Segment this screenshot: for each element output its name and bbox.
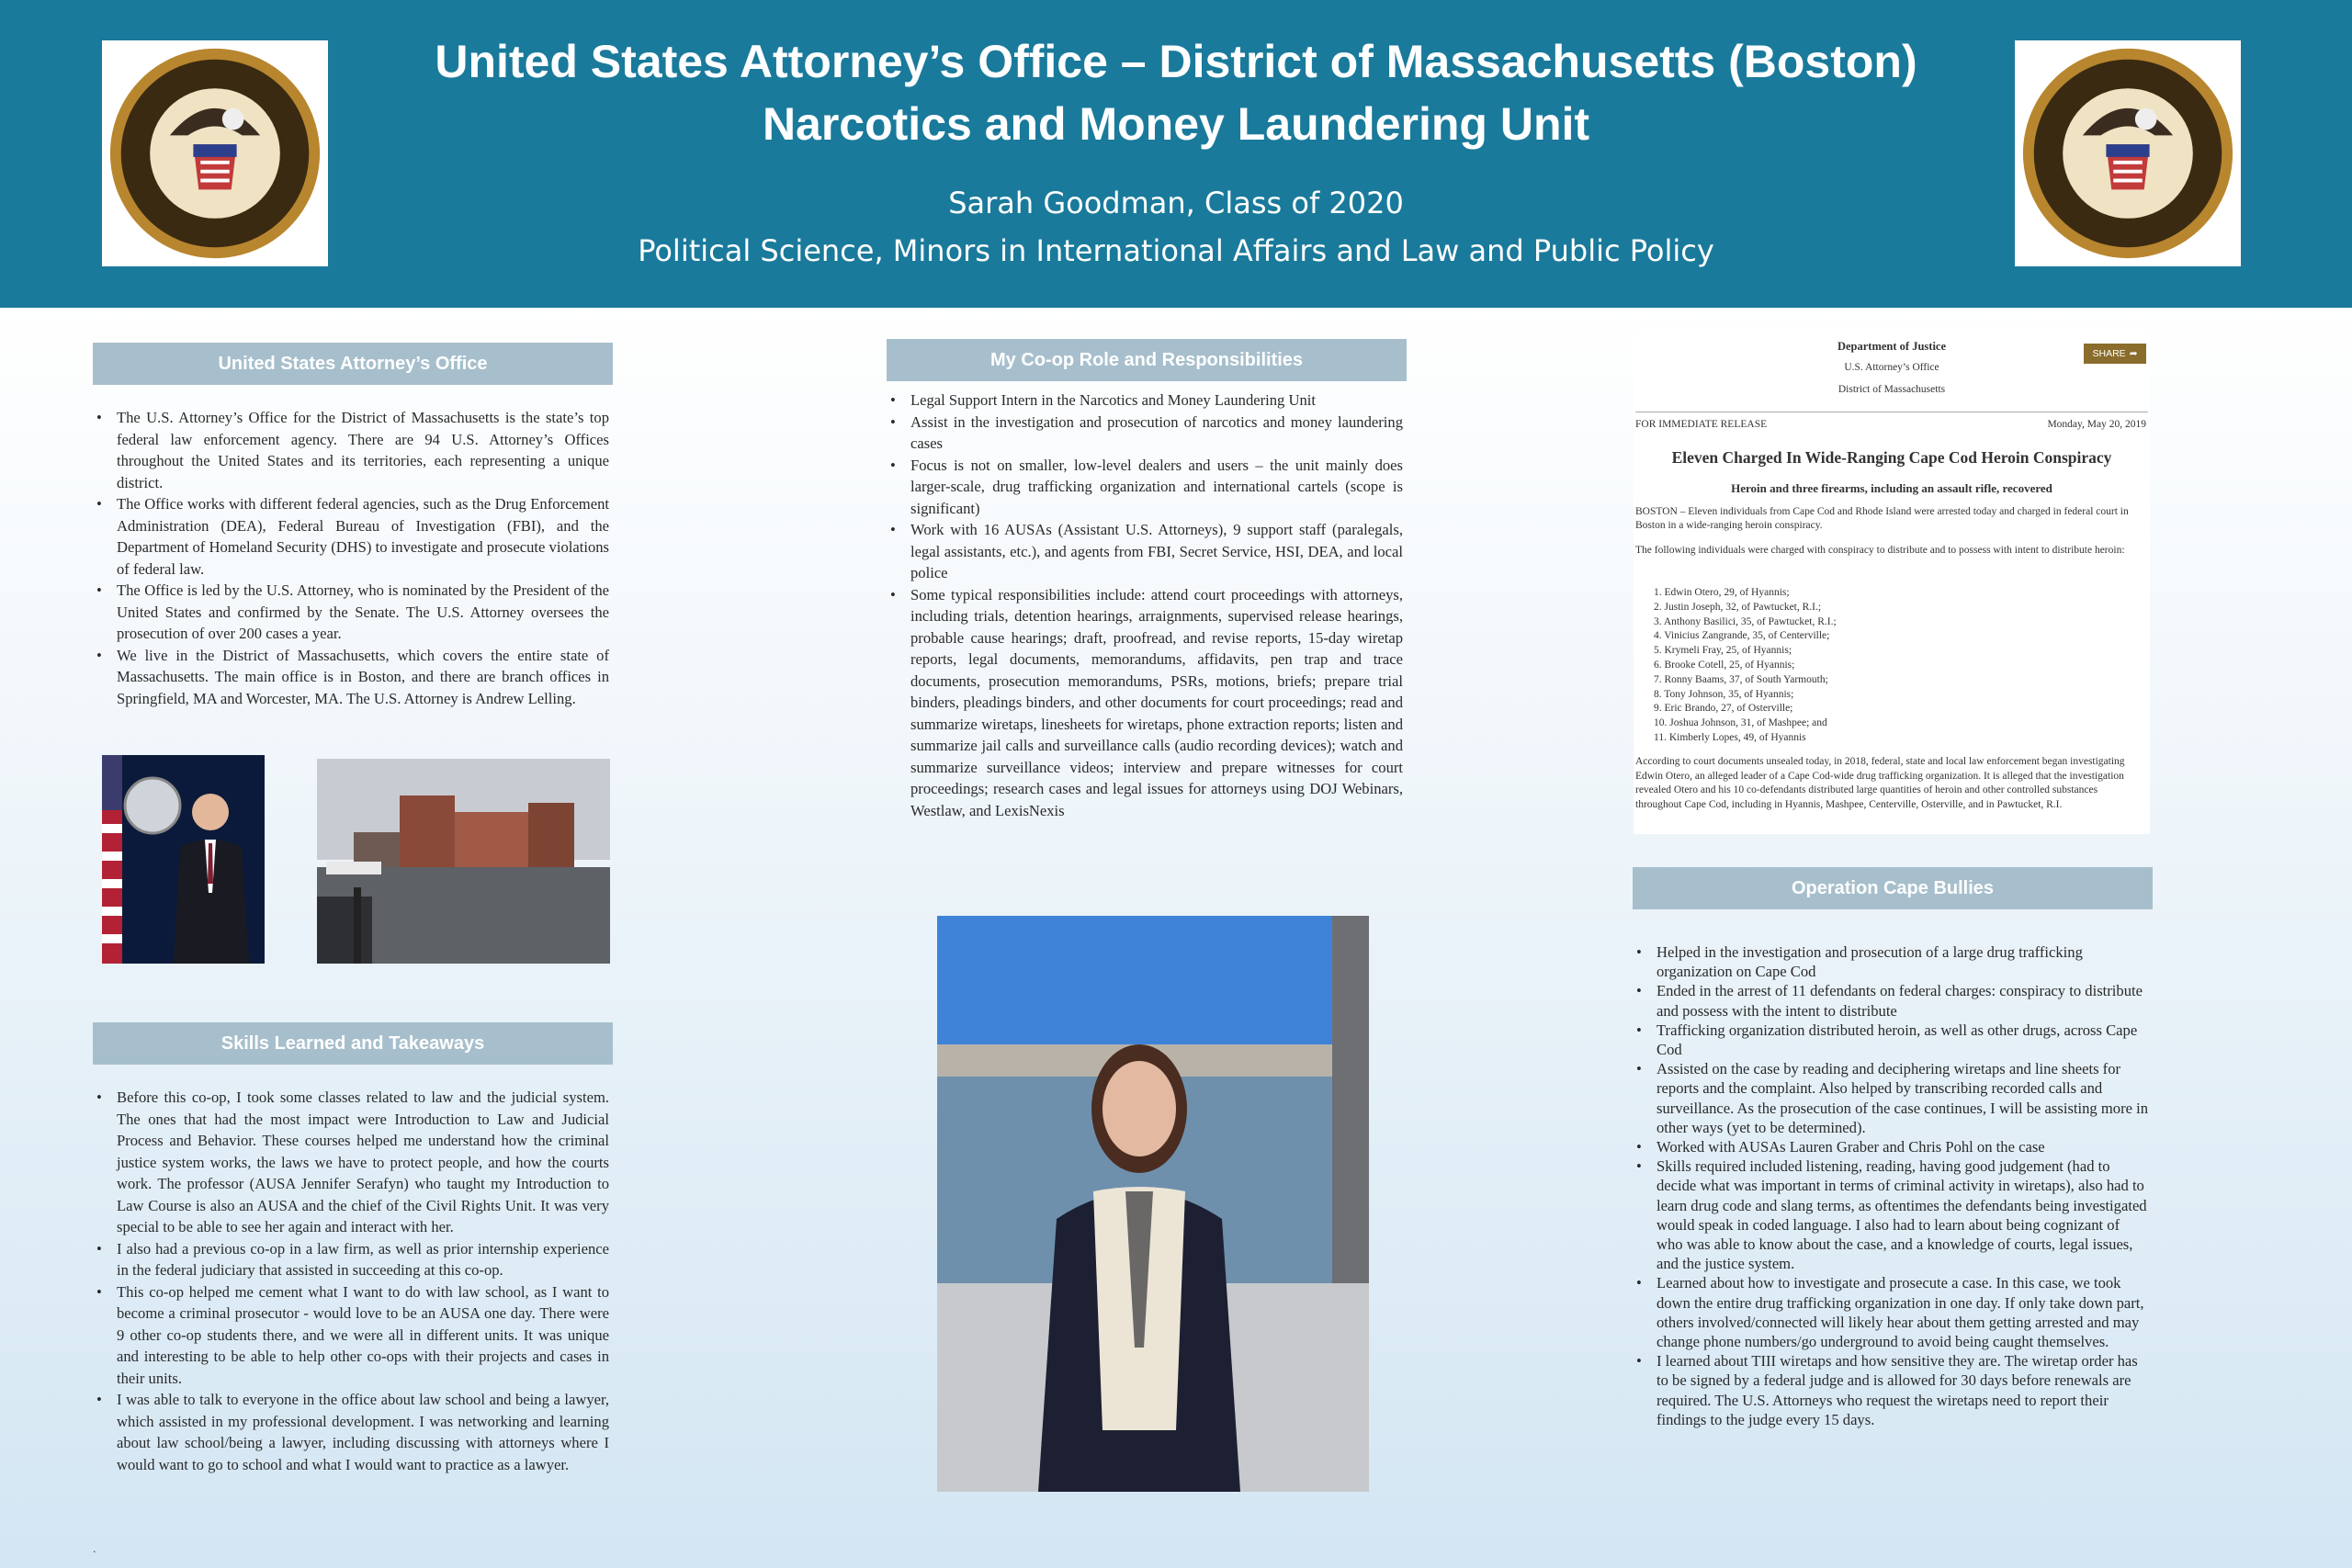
- press-release-label: FOR IMMEDIATE RELEASE: [1635, 419, 1768, 430]
- list-item: • Before this co-op, I took some classes related to law and the judicial system. The ones that had the most impact were Introduction to Law and Judicial Process and Behavior. These courses helped me understand how the criminal justice system works, the laws we have to protect people, and how the courts work. The professor (AUSA Jennifer Serafyn) who taught my Introduction to Law Course is also an AUSA and the chief of the Civil Rights Unit. It was very special to be able to see her again and interact with her.: [93, 1087, 609, 1238]
- list-item: • The Office is led by the U.S. Attorney, who is nominated by the President of the United States and confirmed by the Senate. The U.S. Attorney oversees the prosecution of over 200 cases a year.: [93, 580, 609, 645]
- press-para-1: BOSTON – Eleven individuals from Cape Cod and Rhode Island were arrested today and charged in federal court in Boston in a wide-ranging heroin conspiracy.: [1635, 506, 2129, 531]
- boston-harbor-photo: [317, 759, 610, 964]
- press-headline: Eleven Charged In Wide-Ranging Cape Cod Heroin Conspiracy: [1671, 448, 2112, 467]
- share-arrow-icon: ➦: [2129, 348, 2138, 359]
- press-para-2: The following individuals were charged with conspiracy to distribute and to possess with intent to distribute heroin:: [1635, 545, 2125, 556]
- list-item: • Helped in the investigation and prosecution of a large drug trafficking organization on Cape Cod: [1633, 942, 2149, 981]
- role-heading: My Co-op Role and Responsibilities: [887, 339, 1407, 381]
- seal-icon: [2019, 45, 2236, 262]
- list-item: • Trafficking organization distributed heroin, as well as other drugs, across Cape Cod: [1633, 1021, 2149, 1059]
- us-attorney-photo: [102, 755, 265, 964]
- author-major: Political Science, Minors in International Affairs and Law and Public Policy: [638, 233, 1714, 268]
- list-item: • Ended in the arrest of 11 defendants on federal charges: conspiracy to distribute and possess with the intent to distribute: [1633, 981, 2149, 1020]
- list-item: • Skills required included listening, reading, having good judgement (had to decide what was important in terms of criminal activity in wiretaps), also had to learn drug code and slang terms, as oftentimes the defendants being investigated would speak in coded language. I also had to learn about being cognizant of who was able to know about the case, and a knowledge of courts, legal issues, and the justice system.: [1633, 1156, 2149, 1273]
- list-item: • Learned about how to investigate and prosecute a case. In this case, we took down the entire drug trafficking organization in one day. If only take down part, others involved/connected will likely hear about them getting arrested and may change phone numbers/go underground to avoid being caught themselves.: [1633, 1273, 2149, 1351]
- list-item: • Work with 16 AUSAs (Assistant U.S. Attorneys), 9 support staff (paralegals, legal assistants, etc.), and agents from FBI, Secret Service, HSI, DEA, and local police: [887, 519, 1403, 584]
- list-item: • I was able to talk to everyone in the office about law school and being a lawyer, which assisted in my professional development. I was networking and learning about law school/being a lawyer, including discussing with attorneys where I would want to go to school and what I would want to practice as a lawyer.: [93, 1389, 609, 1475]
- list-item: • Focus is not on smaller, low-level dealers and users – the unit mainly does larger-scale, drug trafficking organization and international cartels (scope is significant): [887, 455, 1403, 520]
- doj-seal-logo-left: [102, 40, 328, 266]
- list-item: 3. Anthony Basilici, 35, of Pawtucket, R.I.;: [1654, 615, 1837, 627]
- list-item: 10. Joshua Johnson, 31, of Mashpee; and: [1654, 717, 1827, 729]
- list-item: 8. Tony Johnson, 35, of Hyannis;: [1654, 688, 1794, 700]
- list-item: • I learned about TIII wiretaps and how sensitive they are. The wiretap order has to be signed by a federal judge and is allowed for 30 days before renewals are required. The U.S. Attorneys who request the wiretaps need to report their findings to the judge every 15 days.: [1633, 1351, 2149, 1429]
- operation-bullet-list: [1633, 942, 2149, 1429]
- poster-subtitle: Narcotics and Money Laundering Unit: [762, 98, 1590, 150]
- press-district: District of Massachusetts: [1838, 384, 1946, 395]
- list-item: 11. Kimberly Lopes, 49, of Hyannis: [1654, 731, 1806, 743]
- list-item: • Worked with AUSAs Lauren Graber and Chris Pohl on the case: [1633, 1137, 2149, 1156]
- seal-icon: [107, 45, 323, 262]
- press-release-image: [1634, 331, 2150, 834]
- list-item: • I also had a previous co-op in a law firm, as well as prior internship experience in the federal judiciary that assisted in succeeding at this co-op.: [93, 1238, 609, 1281]
- list-item: • Assist in the investigation and prosecution of narcotics and money laundering cases: [887, 412, 1403, 455]
- author-name: Sarah Goodman, Class of 2020: [948, 186, 1404, 220]
- list-item: • The Office works with different federal agencies, such as the Drug Enforcement Administration (DEA), Federal Bureau of Investigation (FBI), and the Department of Homeland Security (DHS) to investigate and prosecute violations of federal law.: [93, 493, 609, 580]
- defendant-list: [1654, 586, 2021, 746]
- list-item: 6. Brooke Cotell, 25, of Hyannis;: [1654, 659, 1795, 671]
- usao-heading: United States Attorney’s Office: [93, 343, 613, 385]
- press-subhead: Heroin and three firearms, including an assault rifle, recovered: [1731, 481, 2052, 495]
- list-item: • Assisted on the case by reading and deciphering wiretaps and line sheets for reports and the complaint. Also helped by transcribing recorded calls and surveillance. As the prosecution of the case continues, I will be assisting more in other ways (yet to be determined).: [1633, 1059, 2149, 1137]
- list-item: • Legal Support Intern in the Narcotics and Money Laundering Unit: [887, 389, 1403, 412]
- list-item: • This co-op helped me cement what I want to do with law school, as I want to become a criminal prosecutor - would love to be an AUSA one day. There were 9 other co-op students there, and we were all in different units. It was unique and interesting to be able to help other co-ops with their projects and cases in their units.: [93, 1281, 609, 1390]
- intern-portrait-photo: [937, 916, 1369, 1492]
- list-item: 7. Ronny Baams, 37, of South Yarmouth;: [1654, 673, 1828, 685]
- usao-bullet-list: [93, 407, 609, 709]
- press-org: Department of Justice: [1837, 340, 1947, 353]
- footer-mark: .: [93, 1542, 96, 1556]
- poster-header: [0, 0, 2352, 308]
- press-date: Monday, May 20, 2019: [2047, 419, 2146, 430]
- list-item: 9. Eric Brando, 27, of Osterville;: [1654, 703, 1793, 715]
- list-item: • Some typical responsibilities include: attend court proceedings with attorneys, including trials, detention hearings, arraignments, supervised release hearings, probable cause hearings; draft, proofread, and revise reports, 15-day wiretap reports, legal documents, memorandums, affidavits, pen trap and trace documents, prosecution memorandums, PSRs, motions, briefs; prepare trial binders, pleadings binders, and other documents for court proceedings; read and summarize wiretaps, linesheets for wiretaps, phone extraction reports; listen and summarize jail calls and surveillance calls (audio recording devices); watch and summarize surveillance videos; interview and prepare witnesses for court proceedings; research cases and legal issues for attorneys using DOJ Webinars, Westlaw, and LexisNexis: [887, 584, 1403, 822]
- share-button[interactable]: [2084, 344, 2146, 364]
- list-item: • The U.S. Attorney’s Office for the District of Massachusetts is the state’s top federal law enforcement agency. There are 94 U.S. Attorney’s Offices throughout the United States and its territories, each representing a unique district.: [93, 407, 609, 493]
- skills-bullet-list: [93, 1087, 609, 1475]
- list-item: • We live in the District of Massachusetts, which covers the entire state of Massachusetts. The main office is in Boston, and there are branch offices in Springfield, MA and Worcester, MA. The U.S. Attorney is Andrew Lelling.: [93, 645, 609, 710]
- poster-title: United States Attorney’s Office – District of Massachusetts (Boston): [435, 36, 1917, 87]
- skills-heading: Skills Learned and Takeaways: [93, 1022, 613, 1065]
- press-para-3: According to court documents unsealed today, in 2018, federal, state and local law enforcement began investigating Edwin Otero, an alleged leader of a Cape Cod-wide drug trafficking organization. It is alleged that the investigation revealed Otero and his 10 co-defendants distributed large quantities of heroin and other controlled substances throughout Cape Cod, including in Hyannis, Mashpee, Centerville, Osterville, and in Pawtucket, R.I.: [1635, 756, 2125, 810]
- list-item: 4. Vinicius Zangrande, 35, of Centerville;: [1654, 630, 1830, 642]
- role-bullet-list: [887, 389, 1403, 821]
- share-label: SHARE: [2092, 348, 2126, 359]
- list-item: 5. Krymeli Fray, 25, of Hyannis;: [1654, 645, 1792, 657]
- doj-seal-logo-right: [2015, 40, 2241, 266]
- list-item: 1. Edwin Otero, 29, of Hyannis;: [1654, 587, 1790, 598]
- press-office: U.S. Attorney’s Office: [1844, 362, 1939, 373]
- list-item: 2. Justin Joseph, 32, of Pawtucket, R.I.;: [1654, 601, 1822, 613]
- operation-heading: Operation Cape Bullies: [1633, 867, 2153, 909]
